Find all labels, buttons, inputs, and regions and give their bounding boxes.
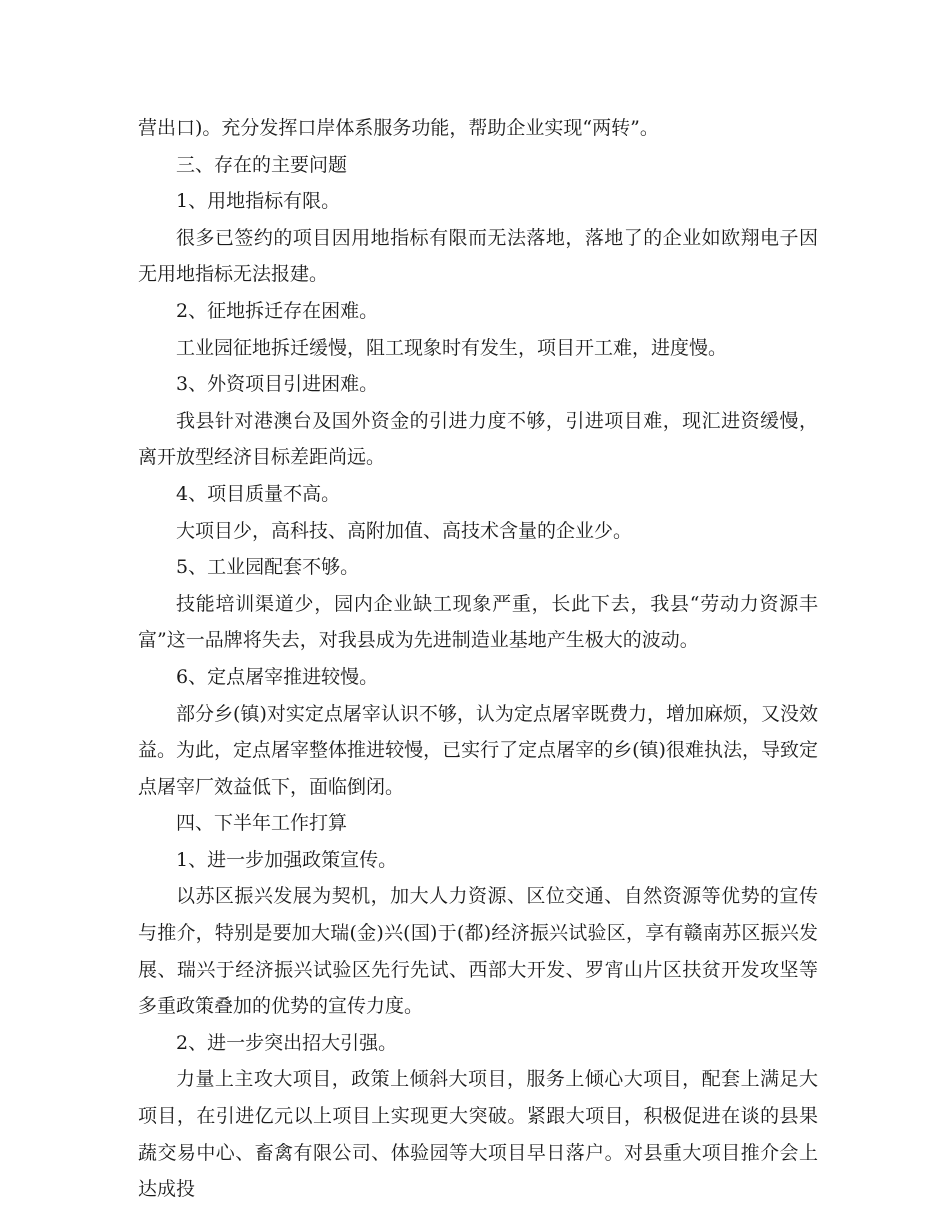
subheading-foreign-investment: 3、外资项目引进困难。 <box>176 373 379 396</box>
subheading-land-acquisition: 2、征地拆迁存在困难。 <box>176 299 379 322</box>
subheading-industrial-park: 5、工业园配套不够。 <box>176 556 360 579</box>
subheading-policy-promotion: 1、进一步加强政策宣传。 <box>176 848 398 871</box>
paragraph: 工业园征地拆迁缓慢，阻工现象时有发生，项目开工难，进度慢。 <box>176 336 728 359</box>
paragraph: 大项目少，高科技、高附加值、高技术含量的企业少。 <box>176 519 633 542</box>
paragraph: 力量上主攻大项目，政策上倾斜大项目，服务上倾心大项目，配套上满足大项目，在引进亿元以上项目上实现更大突破。紧跟大项目，积极促进在谈的县果蔬交易中心、畜禽有限公司、体验园等大项目早日落户。对县重大项目推介会上达成投 <box>138 1068 818 1201</box>
subheading-slaughter: 6、定点屠宰推进较慢。 <box>176 665 379 688</box>
subheading-land-quota: 1、用地指标有限。 <box>176 190 341 213</box>
subheading-project-quality: 4、项目质量不高。 <box>176 482 341 505</box>
document-body <box>138 110 818 1208</box>
paragraph: 部分乡(镇)对实定点屠宰认识不够，认为定点屠宰既费力，增加麻烦，又没效益。为此，定点屠宰整体推进较慢，已实行了定点屠宰的乡(镇)很难执法，导致定点屠宰厂效益低下，面临倒闭。 <box>138 702 818 798</box>
paragraph-continuation: 营出口)。充分发挥口岸体系服务功能，帮助企业实现“两转”。 <box>138 117 659 139</box>
subheading-big-projects: 2、进一步突出招大引强。 <box>176 1031 398 1054</box>
paragraph: 我县针对港澳台及国外资金的引进力度不够，引进项目难，现汇进资缓慢，离开放型经济目标差距尚远。 <box>138 409 818 469</box>
paragraph: 以苏区振兴发展为契机，加大人力资源、区位交通、自然资源等优势的宣传与推介，特别是要加大瑞(金)兴(国)于(都)经济振兴试验区，享有赣南苏区振兴发展、瑞兴于经济振兴试验区先行先试、西部大开发、罗宵山片区扶贫开发攻坚等多重政策叠加的优势的宣传力度。 <box>138 885 818 1018</box>
paragraph: 技能培训渠道少，园内企业缺工现象严重，长此下去，我县“劳动力资源丰富”这一品牌将失去，对我县成为先进制造业基地产生极大的波动。 <box>138 592 818 652</box>
section-heading-second-half-plan: 四、下半年工作打算 <box>176 812 348 835</box>
paragraph: 很多已签约的项目因用地指标有限而无法落地，落地了的企业如欧翔电子因无用地指标无法报建。 <box>138 226 818 286</box>
section-heading-main-problems: 三、存在的主要问题 <box>176 153 348 176</box>
